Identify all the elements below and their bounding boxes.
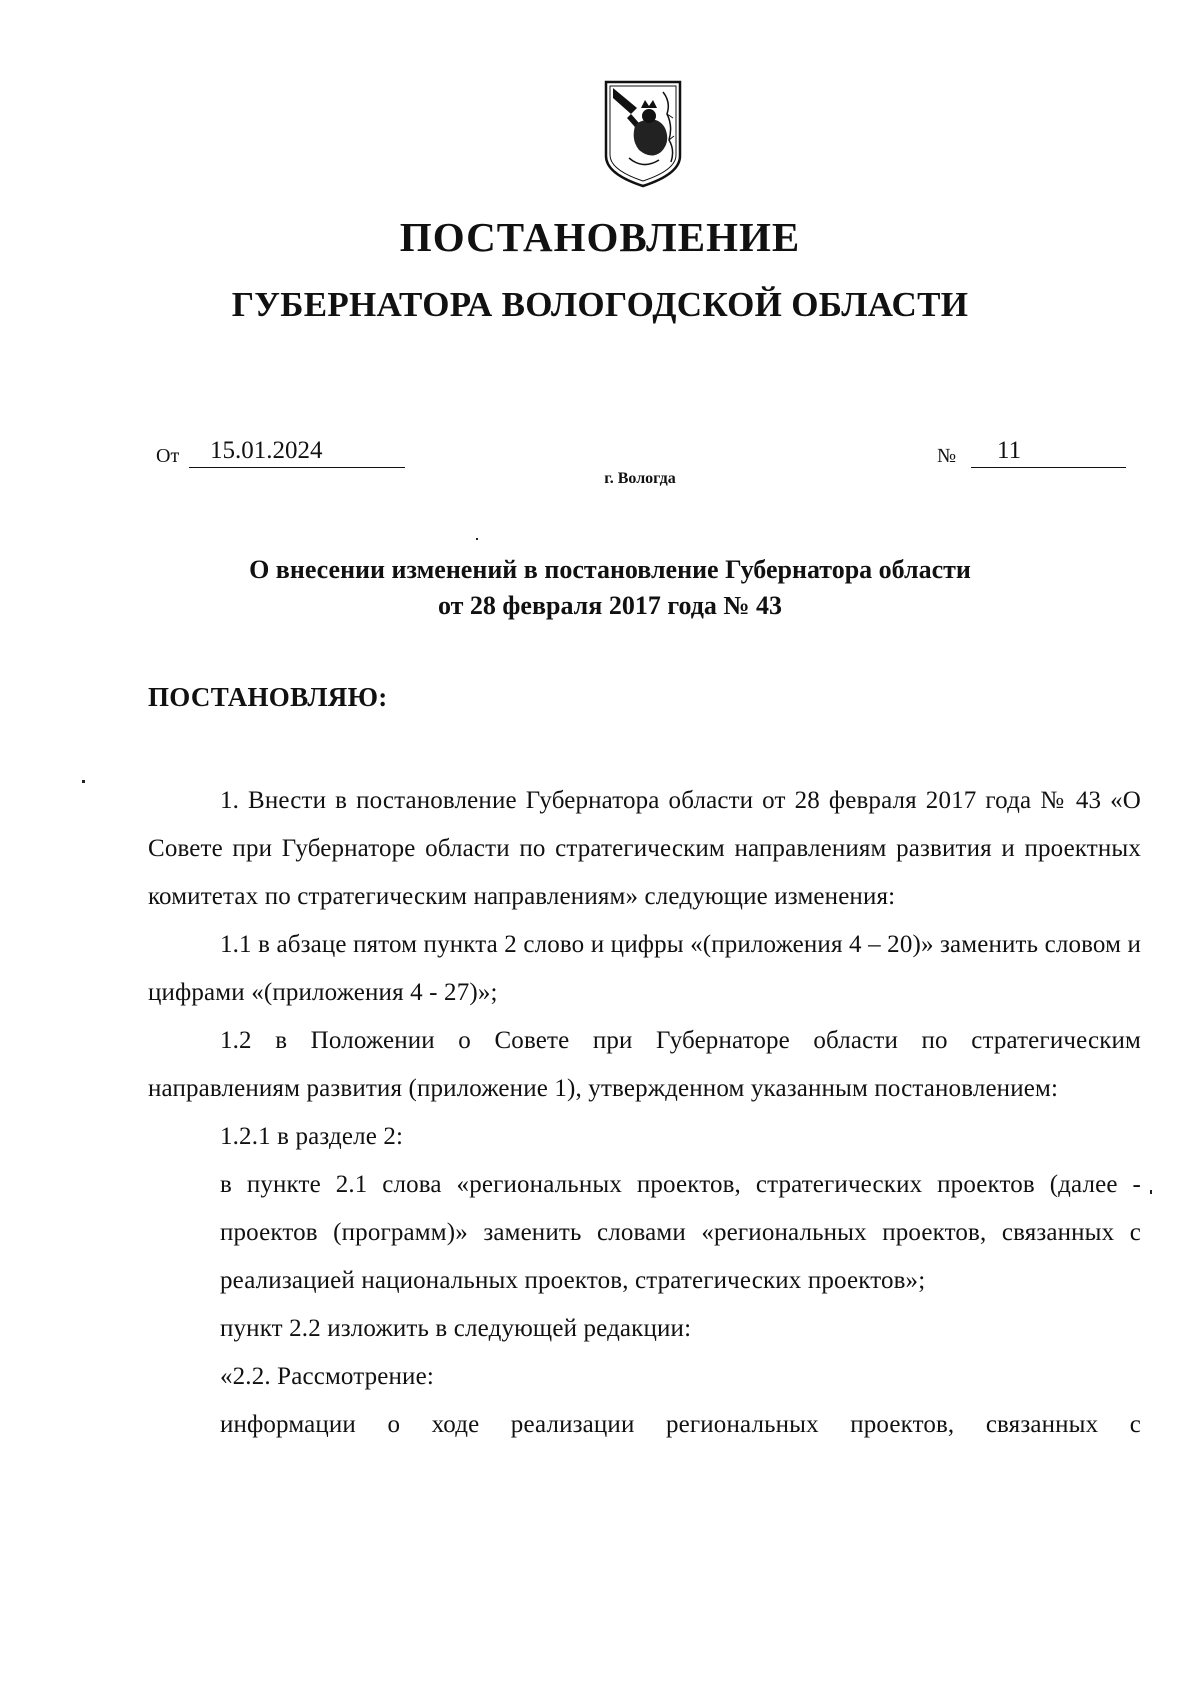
paragraph-2-2-intro: пункт 2.2 изложить в следующей редакции: — [220, 1315, 692, 1342]
document-number: 11 — [997, 437, 1022, 464]
decree-heading: ПОСТАНОВЛЯЮ: — [148, 682, 388, 712]
document-city: г. Вологда — [604, 470, 676, 487]
scan-speck — [476, 538, 478, 540]
paragraph-2-2-item: информации о ходе реализации региональных проектов, связанных с — [220, 1411, 1141, 1438]
coat-of-arms-icon — [601, 78, 685, 190]
document-title: ПОСТАНОВЛЕНИЕ — [399, 214, 801, 260]
subject-line-1: О внесении изменений в постановление Губернатора области — [249, 555, 971, 584]
paragraph-2-2-start: «2.2. Рассмотрение: — [220, 1363, 434, 1390]
document-body — [148, 777, 1141, 1449]
paragraph-2-1-change: в пункте 2.1 слова «региональных проектов, стратегических проектов (далее - проектов (программ)» заменить словами «региональных проектов, связанных с реализацией национальных проектов, стратегических проектов»; — [220, 1171, 1141, 1294]
date-field — [189, 437, 405, 468]
number-prefix: № — [937, 445, 957, 467]
number-field — [971, 437, 1126, 468]
paragraph-1-2: 1.2 в Положении о Совете при Губернаторе области по стратегическим направлениям развития (приложение 1), утвержденном указанным постановлением: — [148, 1027, 1141, 1102]
document-subtitle: ГУБЕРНАТОРА ВОЛОГОДСКОЙ ОБЛАСТИ — [231, 285, 969, 324]
date-prefix: От — [156, 445, 180, 467]
paragraph-1-1: 1.1 в абзаце пятом пункта 2 слово и цифры «(приложения 4 – 20)» заменить словом и цифрами «(приложения 4 - 27)»; — [148, 931, 1141, 1006]
paragraph-1: 1. Внести в постановление Губернатора области от 28 февраля 2017 года № 43 «О Совете при Губернаторе области по стратегическим направлениям развития и проектных комитетах по стратегическим направлениям» следующие изменения: — [148, 787, 1141, 910]
paragraph-1-2-1: 1.2.1 в разделе 2: — [220, 1123, 404, 1150]
document-subject — [180, 552, 1040, 624]
scan-speck — [1150, 1190, 1152, 1194]
scan-speck — [82, 780, 85, 783]
subject-line-2: от 28 февраля 2017 года № 43 — [437, 591, 783, 620]
document-date: 15.01.2024 — [210, 437, 323, 464]
